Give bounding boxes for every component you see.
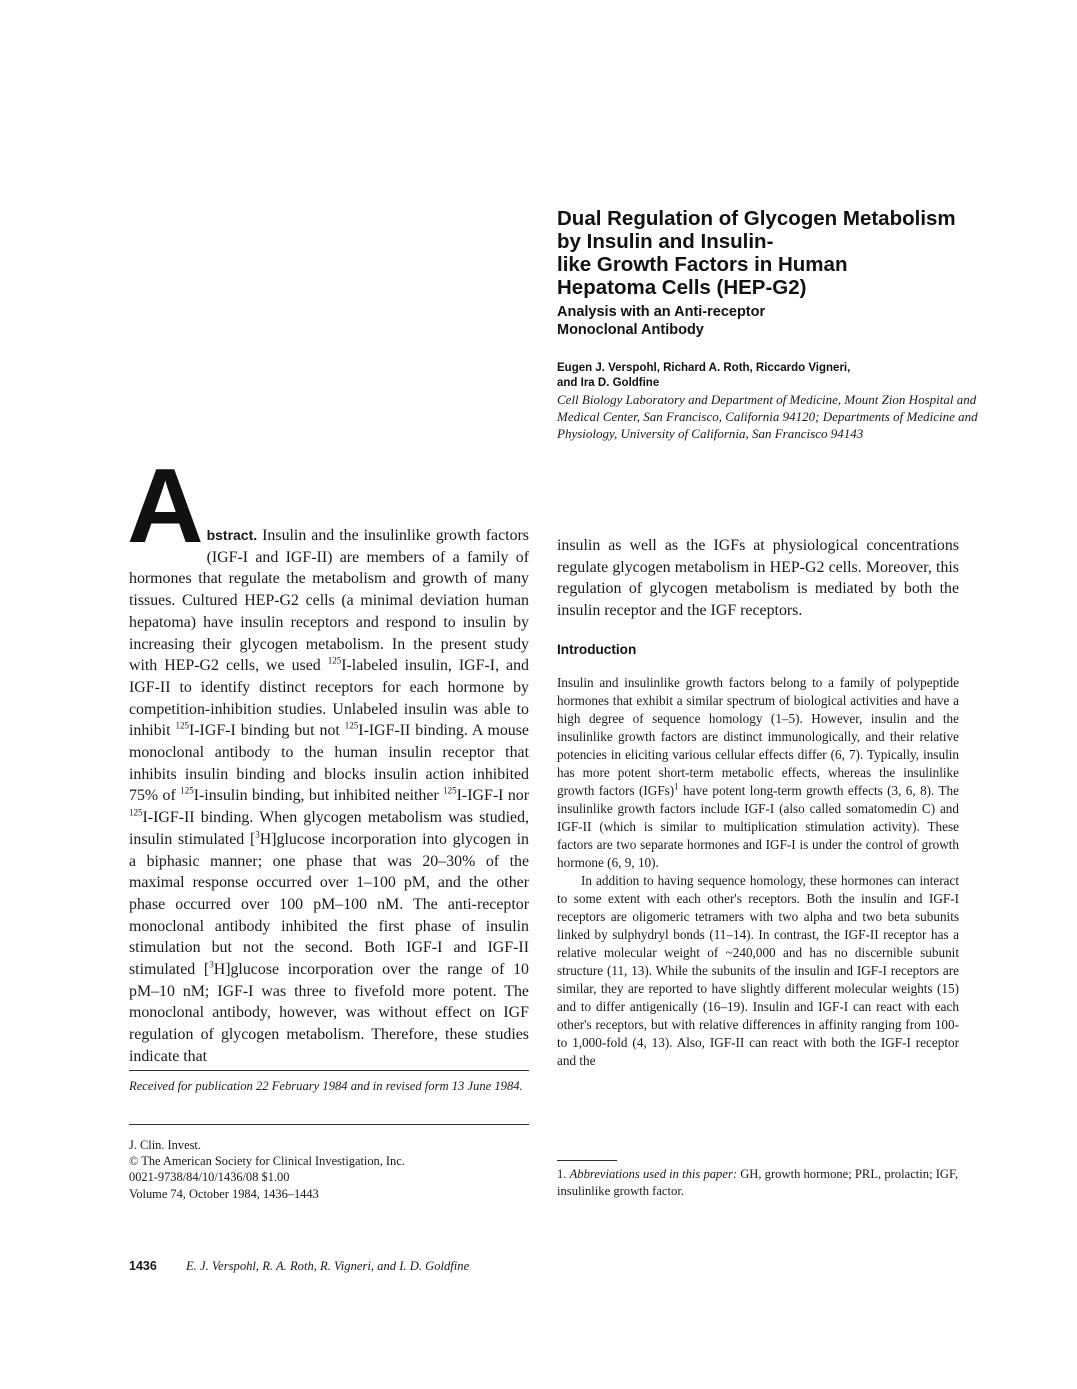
page-number: 1436 xyxy=(129,1259,157,1273)
intro-paragraph-2: In addition to having sequence homology, these hormones can interact to some extent with each other's receptors. Both the insulin and IGF-I receptors are oligomeric tetramers with two alpha and two beta subunits linked by sulphydryl bonds (11–14). In contrast, the IGF-II receptor has a relative molecular weight of ~240,000 and has no discernible subunit structure (11, 13). While the subunits of the insulin and IGF-I receptors are similar, they are reported to have slightly different molecular weights (15) and to differ antigenically (16–19). Insulin and IGF-I can react with each other's receptors, but with relative differences in affinity ranging from 100- to 1,000-fold (4, 13). Also, IGF-II can react with both the IGF-I receptor and the xyxy=(557,872,959,1068)
title-line: like Growth Factors in Human xyxy=(557,253,848,276)
title-line: Hepatoma Cells (HEP-G2) xyxy=(557,276,807,299)
journal-divider xyxy=(129,1124,529,1125)
volume-line: Volume 74, October 1984, 1436–1443 xyxy=(129,1186,319,1201)
subtitle-line: Analysis with an Anti-receptor xyxy=(557,304,766,320)
footnote-marker: 1 xyxy=(674,781,679,792)
affiliation: Cell Biology Laboratory and Department of Medicine, Mount Zion Hospital and Medical Center, San Francisco, California 94120; Departments of Medicine and Physiology, University of California, San Francisco 94143 xyxy=(557,392,978,441)
received-divider xyxy=(129,1070,529,1071)
journal-info xyxy=(129,1137,529,1202)
intro-paragraph-1: Insulin and insulinlike growth factors belong to a family of polypeptide hormones that exhibit a similar spectrum of biological activities and have a high degree of sequence homology (1–5). However, insulin and the insulinlike growth factors are distinct immunologically, and their relative potencies in eliciting various cellular effects differ (6, 7). Typically, insulin has more potent short-term metabolic effects, whereas the insulinlike growth factors (IGFs)$^1$ have potent long-term growth effects (3, 6, 8). The insulinlike growth factors include IGF-I (also called somatomedin C) and IGF-II (which is similar to multiplication stimulation activity). These factors are two separate hormones and IGF-I is under the control of growth hormone (6, 9, 10). xyxy=(557,674,960,870)
abstract-label: bstract. xyxy=(206,527,258,543)
received-note: Received for publication 22 February 1984 and in revised form 13 June 1984. xyxy=(129,1079,523,1093)
author-list xyxy=(557,361,997,391)
footnote: 1. Abbreviations used in this paper: GH, growth hormone; PRL, prolactin; IGF, insulinlike growth factor. xyxy=(557,1167,959,1198)
article-subtitle xyxy=(557,303,997,339)
abstract-continuation: insulin as well as the IGFs at physiological concentrations regulate glycogen metabolism in HEP-G2 cells. Moreover, this regulation of glycogen metabolism is mediated by both the insulin receptor and the IGF receptors. xyxy=(557,537,959,620)
footnote-divider xyxy=(557,1160,617,1161)
abstract-column xyxy=(127,447,530,1068)
authors-line: and Ira D. Goldfine xyxy=(557,377,660,389)
right-column xyxy=(557,535,959,1070)
authors-line: Eugen J. Verspohl, Richard A. Roth, Riccardo Vigneri, xyxy=(557,362,851,374)
running-footer xyxy=(129,1259,469,1274)
title-line: Dual Regulation of Glycogen Metabolism xyxy=(557,207,956,230)
journal-name: J. Clin. Invest. xyxy=(129,1138,201,1152)
title-line: by Insulin and Insulin- xyxy=(557,230,774,253)
introduction-heading: Introduction xyxy=(557,641,637,657)
introduction-body xyxy=(557,674,959,1070)
drop-cap: A xyxy=(127,447,204,565)
article-title xyxy=(557,207,997,299)
issn-line: 0021-9738/84/10/1436/08 $1.00 xyxy=(129,1170,290,1185)
footer-authors: E. J. Verspohl, R. A. Roth, R. Vigneri, and I. D. Goldfine xyxy=(185,1259,470,1273)
article-header xyxy=(557,207,997,442)
abstract-text: bstract. Insulin and the insulinlike growth factors (IGF-I and IGF-II) are members of a family of hormones that regulate the metabolism and growth of many tissues. Cultured HEP-G2 cells (a minimal deviation human hepatoma) have insulin receptors and respond to insulin by increasing their glycogen metabolism. In the present study with HEP-G2 cells, we used $^{125}$I-labeled insulin, IGF-I, and IGF-II to identify distinct receptors for each hormone by competition-inhibition studies. Unlabeled insulin was able to inhibit $^{125}$I-IGF-I binding but not $^{125}$I-IGF-II binding. A mouse monoclonal antibody to the human insulin receptor that inhibits insulin binding and blocks insulin action inhibited 75% of $^{125}$I-insulin binding, but inhibited neither $^{125}$I-IGF-I nor $^{125}$I-IGF-II binding. When glycogen metabolism was studied, insulin stimulated [$^3$H]glucose incorporation into glycogen in a biphasic manner; one phase that was 20–30% of the maximal response occurred over 1–100 pM, and the other phase occurred over 100 pM–100 nM. The anti-receptor monoclonal antibody inhibited the first phase of insulin stimulation but not the second. Both IGF-I and IGF-II stimulated [$^3$H]glucose incorporation over the range of 10 pM–10 nM; IGF-I was three to fivefold more potent. The monoclonal antibody, however, was without effect on IGF regulation of glycogen metabolism. Therefore, these studies indicate that xyxy=(129,527,530,1065)
copyright-line: © The American Society for Clinical Investigation, Inc. xyxy=(129,1154,405,1169)
subtitle-line: Monoclonal Antibody xyxy=(557,322,704,338)
